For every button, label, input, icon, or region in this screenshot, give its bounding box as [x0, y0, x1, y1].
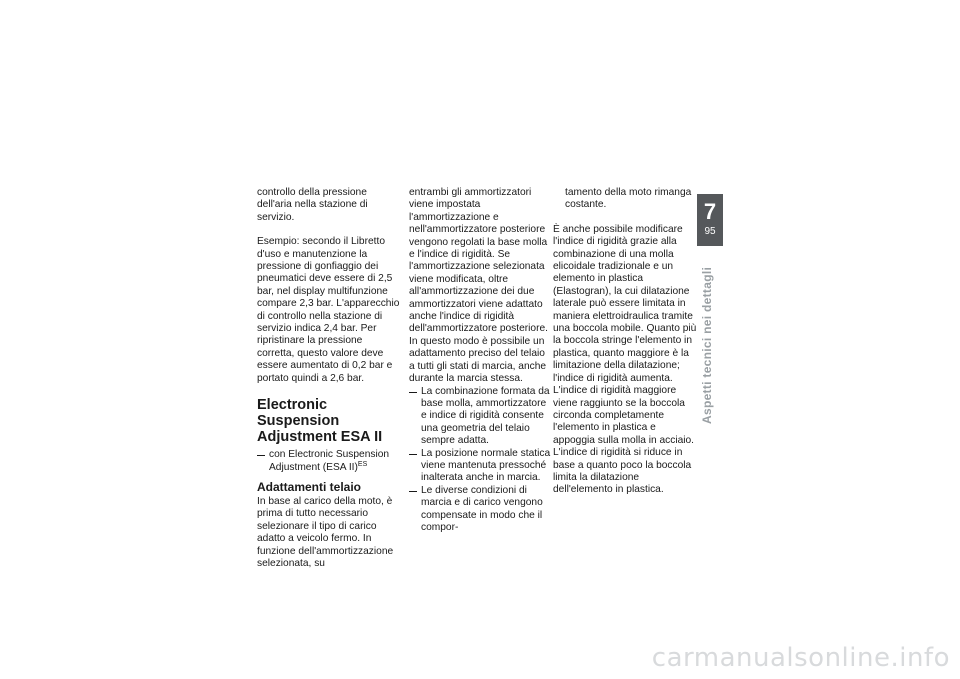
option-code: ES: [357, 460, 368, 468]
paragraph: È anche possibile modificare l'indice di rigidità grazie alla combinazione di una molla elicoidale tradizionale e un elemento in plastica (Elastogran), la cui dilatazione laterale può essere limitata in maniera elettroidraulica tramite una boccola mobile. Quanto più la boccola stringe l'elemento in plastica, quanto maggiore è la limitazione della dilatazione; l'indice di rigidità aumenta. L'indice di rigidità maggiore viene raggiunto se la boccola circonda completamente l'elemento in plastica e appoggia sulla molla in acciaio. L'indice di rigidità si riduce in base a quanto poco la boccola limita la dilatazione dell'elemento in plastica.: [553, 223, 697, 496]
watermark: carmanualsonline.info: [651, 643, 950, 673]
paragraph: controllo della pressione dell'aria nella stazione di servizio.: [257, 187, 368, 223]
list-item: La combinazione formata da base molla, ammortizzatore e indice di rigidità consente una geometria del telaio sempre adatta.: [409, 386, 553, 448]
list-item: [257, 449, 401, 474]
feature-list: [409, 386, 553, 535]
list-item-text: con Electronic Suspension Adjustment (ESA II): [269, 449, 390, 473]
chapter-number: 7: [703, 199, 717, 224]
section-heading: Electronic Suspension Adjustment ESA II: [257, 397, 383, 446]
subsection-heading: Adattamenti telaio: [257, 479, 362, 494]
chapter-tab: [697, 194, 723, 246]
list-item: Le diverse condizioni di marcia e di carico vengono compensate in modo che il compor-: [409, 485, 553, 535]
paragraph: entrambi gli ammortizzatori viene impostata l'ammortizzazione e nell'ammortizzatore posteriore vengono regolati la base molla e l'indice di rigidità. Se l'ammortizzazione selezionata viene modificata, oltre all'ammortizzazione dei due ammortizzatori viene adattato anche l'indice di rigidità dell'ammortizzatore posteriore. In questo modo è possibile un adattamento preciso del telaio a tutti gli stati di marcia, anche durante la marcia stessa.: [409, 187, 548, 385]
paragraph-continuation: tamento della moto rimanga costante.: [565, 187, 692, 211]
chapter-title: Aspetti tecnici nei dettagli: [700, 266, 714, 424]
paragraph-example: Esempio: secondo il Libretto d'uso e manutenzione la pressione di gonfiaggio dei pneumatici deve essere di 2,5 bar, nel display multifunzione compare 2,3 bar. L'apparecchio di controllo nella stazione di servizio indica 2,4 bar. Per ripristinare la pressione corretta, questo valore deve essere aumentato di 0,2 bar e portato quindi a 2,6 bar.: [257, 236, 400, 384]
list-item: La posizione normale statica viene mantenuta pressoché inalterata anche in marcia.: [409, 448, 553, 485]
text-column-2: [409, 187, 553, 540]
page-number: 95: [704, 226, 716, 237]
text-column-1: [257, 187, 401, 570]
paragraph: In base al carico della moto, è prima di tutto necessario selezionare il tipo di carico adatto a veicolo fermo. In funzione dell'ammortizzazione selezionata, su: [257, 495, 394, 569]
text-column-3: [553, 187, 697, 497]
equipment-list: [257, 449, 401, 474]
